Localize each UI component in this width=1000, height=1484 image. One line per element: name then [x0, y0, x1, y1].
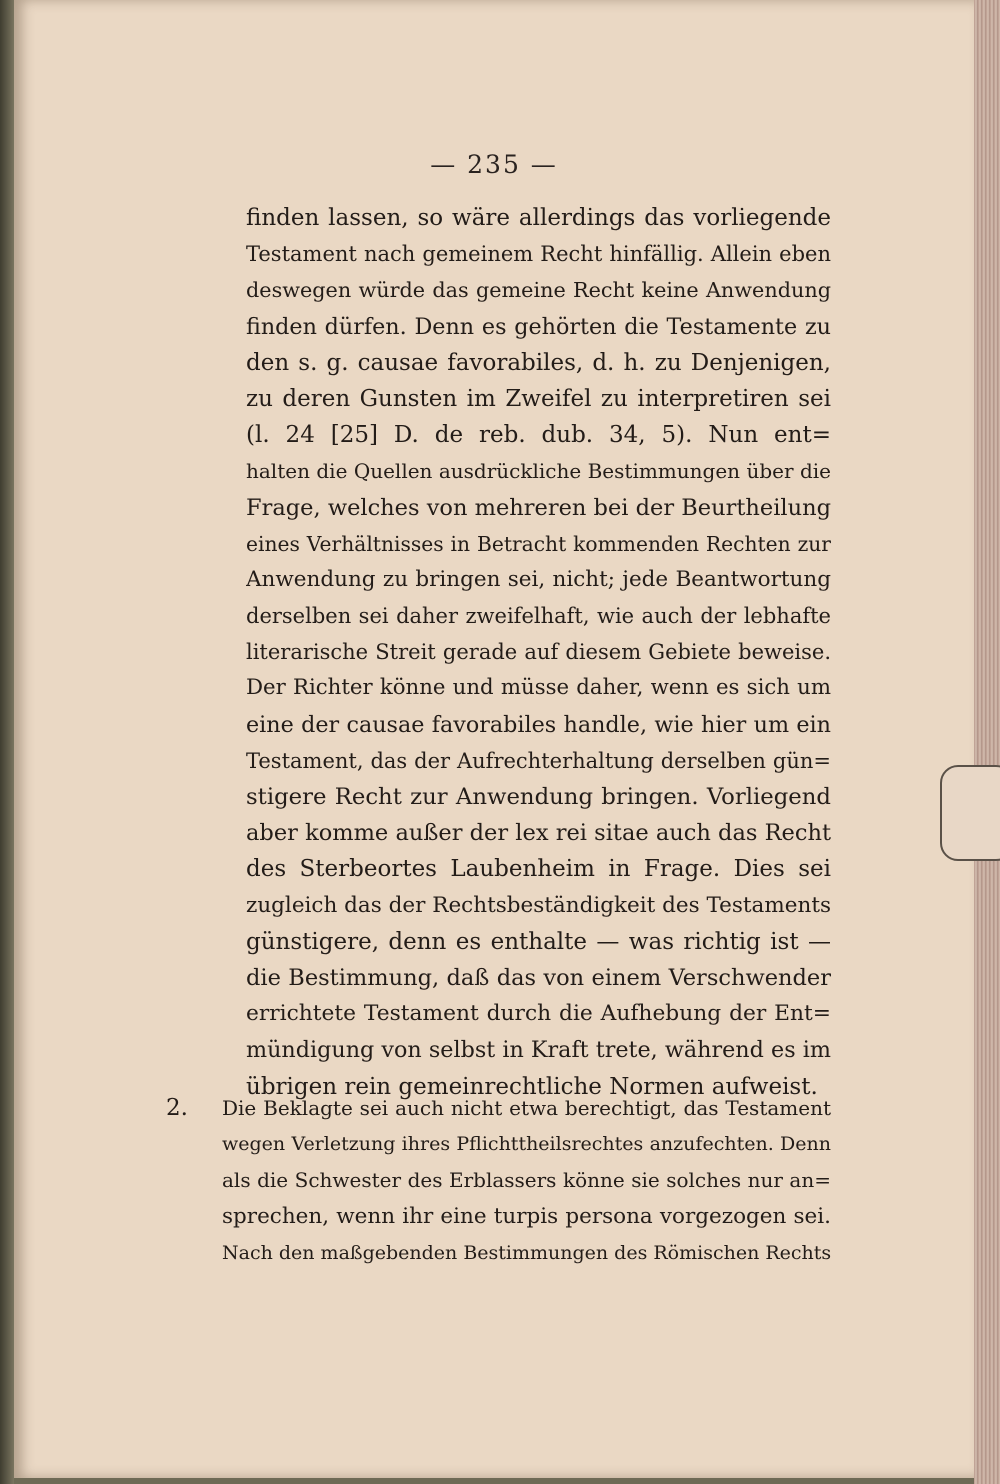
text-line: die Bestimmung, daß das von einem Verschwender	[246, 964, 831, 991]
text-line: eines Verhältnisses in Betracht kommenden Rechten zur	[246, 531, 831, 556]
text-line: Testament nach gemeinem Recht hinfällig. Allein eben	[246, 242, 831, 267]
text-line: stigere Recht zur Anwendung bringen. Vorliegend	[246, 784, 831, 810]
text-line: des Sterbeortes Laubenheim in Frage. Dies sei	[246, 856, 831, 883]
text-line: Nach den maßgebenden Bestimmungen des Römischen Rechts	[222, 1241, 831, 1264]
item-text	[222, 1090, 831, 1271]
book-cover-edge	[0, 0, 14, 1484]
text-line: eine der causae favorabiles handle, wie hier um ein	[246, 711, 831, 738]
text-line: errichtete Testament durch die Aufhebung der Ent=	[246, 1001, 831, 1027]
text-line: halten die Quellen ausdrückliche Bestimmungen über die	[246, 459, 831, 484]
book-page	[14, 0, 974, 1478]
text-line: derselben sei daher zweifelhaft, wie auch der lebhafte	[246, 604, 831, 629]
text-line: günstigere, denn es enthalte — was richtig ist —	[246, 928, 831, 955]
text-line: zugleich das der Rechtsbeständigkeit des Testaments	[246, 892, 831, 918]
text-line: Testament, das der Aufrechterhaltung derselben gün=	[246, 748, 831, 773]
text-line: finden lassen, so wäre allerdings das vorliegende	[246, 205, 831, 231]
page-tab-marker	[940, 765, 1000, 861]
main-paragraph	[246, 200, 831, 1105]
text-line: sprechen, wenn ihr eine turpis persona vorgezogen sei.	[222, 1203, 831, 1229]
item-number: 2.	[166, 1095, 188, 1121]
text-line: finden dürfen. Denn es gehörten die Testamente zu	[246, 313, 831, 340]
text-line: Die Beklagte sei auch nicht etwa berechtigt, das Testament	[222, 1096, 831, 1120]
text-line: als die Schwester des Erblassers könne sie solches nur an=	[222, 1168, 831, 1193]
text-line: den s. g. causae favorabiles, d. h. zu Denjenigen,	[246, 349, 831, 376]
text-line: aber komme außer der lex rei sitae auch das Recht	[246, 820, 831, 847]
text-line: mündigung von selbst in Kraft trete, während es im	[246, 1037, 831, 1064]
text-line: übrigen rein gemeinrechtliche Normen aufweist.	[246, 1073, 818, 1100]
text-line: Der Richter könne und müsse daher, wenn es sich um	[246, 675, 831, 701]
page-stack-edges	[974, 0, 1000, 1484]
text-line: (l. 24 [25] D. de reb. dub. 34, 5). Nun ent=	[246, 422, 831, 449]
text-line: Frage, welches von mehreren bei der Beurtheilung	[246, 494, 831, 521]
text-line: wegen Verletzung ihres Pflichttheilsrechtes anzufechten. Denn	[222, 1133, 831, 1156]
text-line: zu deren Gunsten im Zweifel zu interpretiren sei	[246, 385, 831, 412]
page-number: — 235 —	[430, 150, 558, 179]
text-line: Anwendung zu bringen sei, nicht; jede Beantwortung	[246, 566, 831, 592]
text-line: deswegen würde das gemeine Recht keine Anwendung	[246, 278, 831, 303]
text-line: literarische Streit gerade auf diesem Gebiete beweise.	[246, 640, 831, 665]
